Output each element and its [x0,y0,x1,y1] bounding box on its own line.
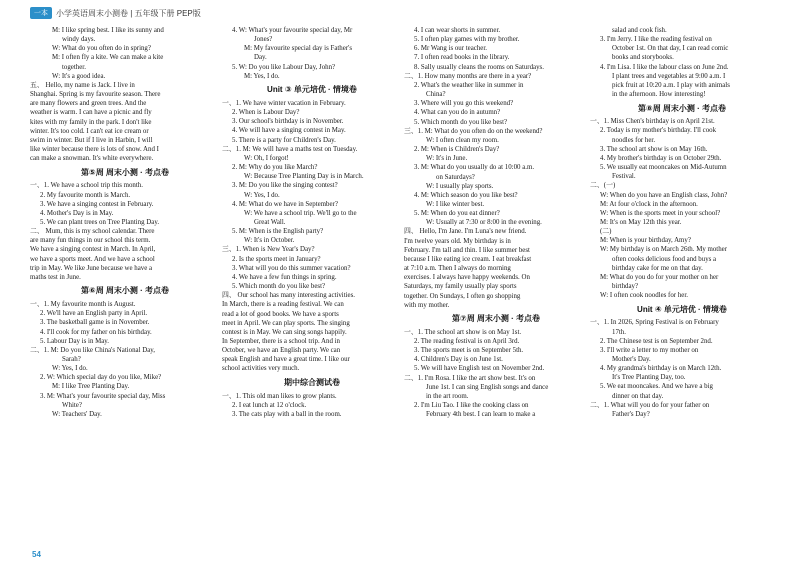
text-line: 2. My favourite month is March. [40,191,131,199]
text-line: 5. We can plant trees on Tree Planting Day. [40,218,160,226]
text-line: 2. What's the weather like in summer in [414,81,524,89]
text-line: 4. I can wear shorts in summer. [414,27,501,34]
page-number: 54 [32,550,41,559]
text-line: 2. Is the sports meet in January? [232,255,321,263]
text-line: 4. I'm Lisa. I like the labour class on June 2nd. [600,63,729,71]
text-line: Day. [254,54,267,62]
text-line: 二、1. I'm Rosa. I like the art show best. It's on [404,374,536,382]
text-line: 二、1. M: We will have a maths test on Tuesday. [222,145,358,153]
text-line: 3. The sports meet is on September 5th. [414,347,524,355]
book-title: 小学英语周末小测卷 | 五年级下册 PEP版 [56,8,201,18]
text-line: 5. Labour Day is in May. [40,337,110,345]
column-1 [30,26,220,546]
text-line: read a lot of good books. We have a sports [222,310,339,318]
text-line: 一、1. We have winter vacation in February. [222,99,346,107]
text-line: We have a singing contest in March. In April, [30,246,156,254]
section-heading: 第⑦周 周末小测 · 考点卷 [451,314,541,324]
text-line: swim in winter. But if I live in Harbin, I will [30,136,153,144]
text-line: 6. Mr Wang is our teacher. [414,45,487,53]
text-line: school activities very much. [222,365,300,373]
text-line: 4. My brother's birthday is on October 29th. [600,154,722,162]
text-line: because I like eating ice cream. I eat breakfast [404,255,532,263]
text-line: 3. M: Do you like the singing contest? [232,182,338,190]
text-line: 3. What will you do this summer vacation? [232,264,351,272]
text-line: speak English and have a great time. I like our [222,356,350,364]
text-line: often cooks delicious food and buys a [612,255,717,263]
text-line: 5. There is a party for Children's Day. [232,136,336,144]
text-line: 2. M: When is Children's Day? [414,146,500,154]
section-heading: 第⑧周 周末小测 · 考点卷 [637,103,727,113]
text-line: 2. W: Which special day do you like, Mike? [40,374,162,382]
text-line: 4. I'll cook for my father on his birthday. [40,328,152,336]
text-line: 3. M: What do you usually do at 10:00 a.m. [414,164,535,172]
text-line: 4. We have a few fun things in spring. [232,273,337,281]
section-heading: Unit ③ 单元培优 · 情境卷 [267,85,357,95]
text-line: 4. We will have a singing contest in May. [232,127,346,135]
text-line: 一、1. In 2026, Spring Festival is on February [590,319,719,327]
page-header [0,0,800,26]
text-line: 五、 Hello, my name is Jack. I live in [30,81,135,89]
text-line: W: I often cook noodles for her. [600,292,688,300]
text-line: W: I often clean my room. [426,136,499,144]
text-line: June 1st. I can sing English songs and dance [426,383,549,391]
text-line: Great Wall. [254,218,286,226]
page-footer [0,546,800,566]
text-line: meet in April. We can play sports. The singing [222,319,350,327]
text-line: at 7:10 a.m. Then I always do morning [404,265,511,273]
text-line: M: I like spring best. I like its sunny and [52,27,164,34]
section-heading: 第⑤周 周末小测 · 考点卷 [80,167,170,177]
text-line: 7. I often read books in the library. [414,54,510,62]
text-line: maths test in June. [30,273,81,281]
text-line: 17th. [612,328,626,336]
text-line: 5. We eat mooncakes. And we have a big [600,383,713,391]
text-line: Father's Day? [612,410,650,418]
text-line: windy days. [62,36,96,44]
text-line: White? [62,401,82,409]
text-line: Shanghai. Spring is my favourite season. There [30,91,161,99]
text-line: 5. We will have English test on November 2nd. [414,365,545,373]
text-line: W: It's in June. [426,155,468,163]
text-line: 4. Mother's Day is in May. [40,209,114,217]
text-line: in the art room. [426,392,469,400]
text-line: It's Tree Planting Day, too. [612,374,686,382]
text-line: M: I like Tree Planting Day. [52,383,130,391]
text-line: 5. M: When do you eat dinner? [414,210,500,218]
text-line: are many flowers and green trees. And the [30,100,147,108]
text-line: 3. I'll write a letter to my mother on [600,346,699,354]
text-line: 4. M: Which season do you like best? [414,191,518,199]
text-line: February 4th best. I can learn to make a [426,411,536,419]
text-line: W: Usually at 7:30 or 8:00 in the evening. [426,219,542,227]
text-line: M: At four o'clock in the afternoon. [600,200,698,208]
text-line: winter. It's too cold. I can't eat ice cream or [30,127,149,135]
series-badge: 一本 [30,7,52,19]
text-line: 3. The school art show is on May 16th. [600,145,708,153]
text-line: 5. M: When is the English party? [232,228,324,236]
text-line: 2. Today is my mother's birthday. I'll cook [600,127,717,135]
text-line: can make a snowman. It's white everywhere. [30,155,154,163]
text-line: birthday? [612,283,639,291]
text-line: kites with my family in the park. I don't like [30,118,152,126]
text-line: salad and cook fish. [612,27,667,34]
text-line: (二) [600,228,612,236]
text-line: I plant trees and vegetables at 9:00 a.m. I [612,72,726,80]
text-line: 5. Which month do you like best? [232,283,326,291]
text-line: 三、1. When is New Year's Day? [222,246,315,254]
text-line: 2. M: Why do you like March? [232,164,318,172]
text-line: China? [426,91,446,99]
text-line: M: When is your birthday, Amy? [600,237,691,245]
text-line: W: Oh, I forgot! [244,154,289,162]
text-line: 2. I eat lunch at 12 o'clock. [232,401,307,409]
text-line: 2. The Chinese test is on September 2nd. [600,337,713,345]
text-line: W: Yes, I do. [244,191,280,199]
text-line: 二、1. M: Do you like China's National Day, [30,346,156,354]
text-line: 3. I'm Jerry. I like the reading festival on [600,36,712,44]
text-line: October, we have an English party. We can [222,347,341,355]
text-line: 3. Our school's birthday is in November. [232,118,344,126]
text-line: in the afternoon. How interesting! [612,91,706,99]
text-line: In March, there is a reading festival. We can [222,301,344,309]
text-line: Mother's Day. [612,356,651,363]
text-line: 4. W: What's your favourite special day, Mr [232,27,353,34]
text-line: Jones? [254,36,273,44]
text-line: 3. The cats play with a ball in the room. [232,410,342,418]
text-line: trip in May. We like June because we have a [30,264,153,272]
text-line: W: We have a school trip. We'll go to the [244,209,357,217]
text-line: like winter because there is lots of snow. And I [30,146,159,154]
text-line: 8. Sally usually cleans the rooms on Saturdays. [414,63,544,71]
text-line: 4. What can you do in autumn? [414,109,501,117]
column-3 [404,26,588,546]
text-line: 3. The basketball game is in November. [40,319,150,327]
text-line: Festival. [612,173,636,181]
text-line: M: My favourite special day is Father's [244,45,353,53]
text-line: W: When do you have an English class, John? [600,191,728,199]
text-line: W: Yes, I do. [52,365,88,373]
text-line: 2. The reading festival is on April 3rd. [414,338,520,345]
text-line: 4. Children's Day is on June 1st. [414,356,503,364]
text-line: October 1st. On that day, I can read comic [612,45,729,53]
text-line: exercises. I always have happy weekends. On [404,274,530,282]
text-line: February. I'm tall and thin. I like summer best [404,246,530,254]
text-line: 3. We have a singing contest in February. [40,200,154,208]
text-line: 4. M: What do we have in September? [232,200,338,208]
text-line: birthday cake for me on that day. [612,264,703,272]
text-line: I'm twelve years old. My birthday is in [404,237,511,245]
text-line: 3. M: What's your favourite special day, Miss [40,392,166,400]
text-line: noodles for her. [612,136,656,144]
text-line: W: It's in October. [244,237,295,245]
text-line: pick fruit at 10:20 a.m. I play with animals [612,81,730,89]
text-line: we have a sports meet. And we have a school [30,255,155,263]
text-line: are many fun things in our school this term. [30,237,151,245]
text-line: 2. When is Labour Day? [232,109,300,117]
text-line: W: Because Tree Planting Day is in March. [244,173,364,181]
text-line: 一、1. Miss Chen's birthday is on April 21st. [590,118,715,126]
text-line: 四、 Hello, I'm Jane. I'm Luna's new friend. [404,228,527,236]
column-4 [590,26,774,546]
text-line: Sarah? [62,356,81,363]
text-line: 一、1. The school art show is on May 1st. [404,328,522,336]
text-line: on Saturdays? [436,173,475,181]
text-line: 5. I often play games with my brother. [414,36,520,44]
text-line: 5. We usually eat mooncakes on Mid-Autumn [600,164,727,172]
text-line: W: I like winter best. [426,200,485,208]
text-line: 2. I'm Liu Tao. I like the cooking class on [414,402,529,410]
text-line: 2. We'll have an English party in April. [40,310,148,318]
text-line: 一、1. This old man likes to grow plants. [222,392,337,400]
text-line: M: What do you do for your mother on her [600,273,719,281]
text-line: 四、 Our school has many interesting activities. [222,292,356,300]
text-line: 二、 Mum, this is my school calendar. There [30,228,155,236]
text-line: M: It's on May 12th this year. [600,218,682,226]
text-line: 3. Where will you go this weekend? [414,100,514,108]
text-line: W: I usually play sports. [426,182,494,190]
text-line: dinner on that day. [612,392,664,400]
text-line: 二、(一) [590,182,616,190]
text-line: 5. W: Do you like Labour Day, John? [232,63,336,71]
text-line: weather is warm. I can have a picnic and fly [30,109,152,117]
section-heading: 期中综合测试卷 [284,378,340,388]
text-line: Saturdays, my family usually play sports [404,283,517,291]
text-line: together. [62,63,86,71]
text-line: W: It's a good idea. [52,72,106,80]
section-heading: 第⑥周 周末小测 · 考点卷 [80,286,170,296]
text-line: with my mother. [404,301,450,309]
text-line: W: Teachers' Day. [52,410,102,418]
text-line: W: What do you often do in spring? [52,45,151,53]
section-heading: Unit ④ 单元培优 · 情境卷 [637,304,727,314]
text-line: 二、1. What will you do for your father on [590,401,710,409]
text-line: together. On Sundays, I often go shopping [404,292,521,300]
text-line: W: My birthday is on March 26th. My mother [600,246,728,254]
text-line: 5. Which month do you like best? [414,118,508,126]
text-line: contest is in May. We can sing songs happily. [222,328,347,336]
text-line: M: Yes, I do. [244,72,280,80]
text-line: In September, there is a school trip. And in [222,338,340,345]
text-line: 一、1. My favourite month is August. [30,301,136,309]
text-line: 一、1. We have a school trip this month. [30,182,143,190]
text-line: W: When is the sports meet in your school? [600,209,721,217]
text-line: books and storybooks. [612,54,674,62]
column-2 [222,26,402,546]
text-line: M: I often fly a kite. We can make a kite [52,54,164,62]
text-line: 4. My grandma's birthday is on March 12th. [600,365,722,373]
text-line: 二、1. How many months are there in a year? [404,72,532,80]
text-line: 三、1. M: What do you often do on the weekend? [404,127,543,135]
